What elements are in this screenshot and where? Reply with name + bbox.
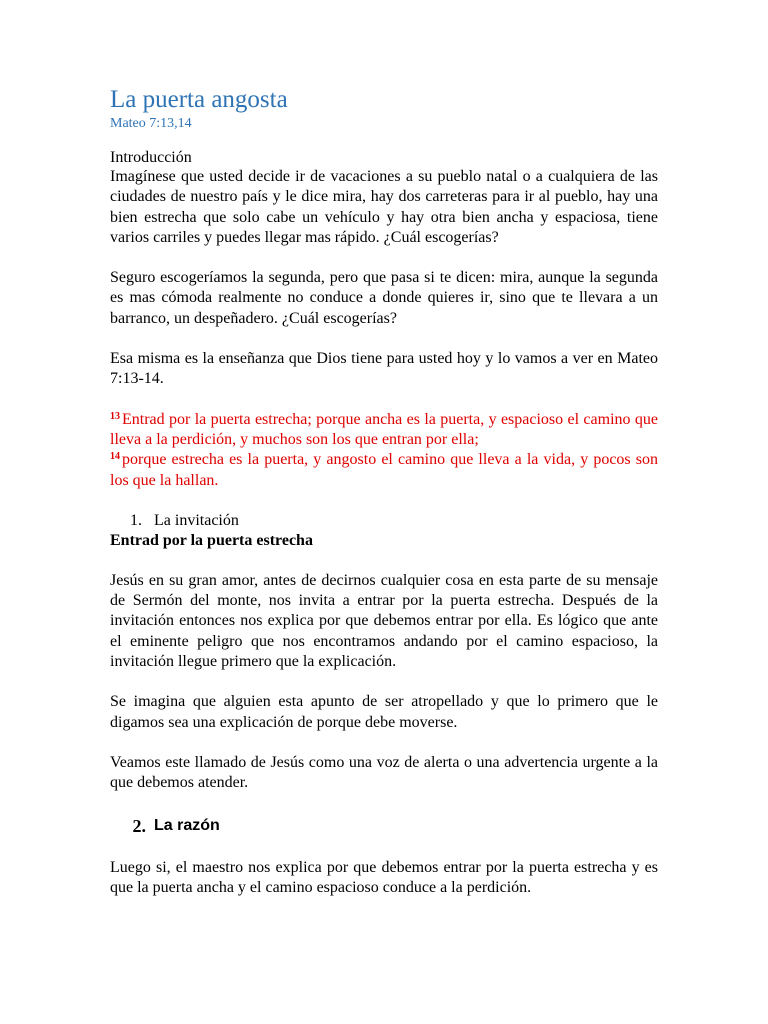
section-1-subheading: Entrad por la puerta estrecha — [110, 531, 313, 549]
verse-13 — [110, 410, 658, 451]
verse-number-13: 13 — [110, 410, 120, 422]
verse-14 — [110, 450, 658, 491]
intro-paragraph-1: Imagínese que usted decide ir de vacaciones a su pueblo natal o a cualquiera de las ciudades de nuestro país y le dice mira, hay dos carreteras para ir al pueblo, hay una bien estrecha que solo cabe un vehículo y hay otra bien ancha y espaciosa, tiene varios carriles y puedes llegar mas rápido. ¿Cuál escogerías? — [110, 168, 658, 246]
section-1-number: 1. — [130, 511, 142, 529]
section-1-label: La invitación — [154, 511, 239, 529]
intro-paragraph-2: Seguro escogeríamos la segunda, pero que pasa si te dicen: mira, aunque la segunda es mas cómoda realmente no conduce a donde quieres ir, sino que te llevara a un barranco, un despeñadero. ¿Cuál escogerías? — [110, 269, 658, 327]
section-1-heading — [110, 511, 658, 531]
section-2-heading — [110, 814, 658, 838]
section-2-number: 2. — [132, 815, 146, 836]
intro-heading: Introducción — [110, 149, 192, 166]
document-subtitle: Mateo 7:13,14 — [110, 116, 192, 131]
section-1-paragraph-2: Se imagina que alguien esta apunto de ser atropellado y que lo primero que le digamos sea una explicación de porque debe moverse. — [110, 693, 658, 731]
document-title: La puerta angosta — [110, 86, 288, 113]
section-1-paragraph-1: Jesús en su gran amor, antes de decirnos cualquier cosa en esta parte de su mensaje de Sermón del monte, nos invita a entrar por la puerta estrecha. Después de la invitación entonces nos explica por que debemos entrar por ella. Es lógico que ante el eminente peligro que nos encontramos andando por el camino espacioso, la invitación llegue primero que la explicación. — [110, 571, 658, 671]
document-page — [110, 84, 658, 898]
section-2-paragraph-1: Luego si, el maestro nos explica por que debemos entrar por la puerta estrecha y es que la puerta ancha y el camino espacioso conduce a la perdición. — [110, 858, 658, 896]
verse-text-13: Entrad por la puerta estrecha; porque ancha es la puerta, y espacioso el camino que lleva a la perdición, y muchos son los que entran por ella; — [110, 410, 658, 448]
intro-paragraph-3: Esa misma es la enseñanza que Dios tiene para usted hoy y lo vamos a ver en Mateo 7:13-14. — [110, 350, 658, 388]
section-2-label: La razón — [154, 816, 220, 834]
verse-text-14: porque estrecha es la puerta, y angosto el camino que lleva a la vida, y pocos son los que la hallan. — [110, 451, 658, 489]
section-1-paragraph-3: Veamos este llamado de Jesús como una voz de alerta o una advertencia urgente a la que debemos atender. — [110, 753, 658, 792]
verse-number-14: 14 — [110, 451, 120, 463]
